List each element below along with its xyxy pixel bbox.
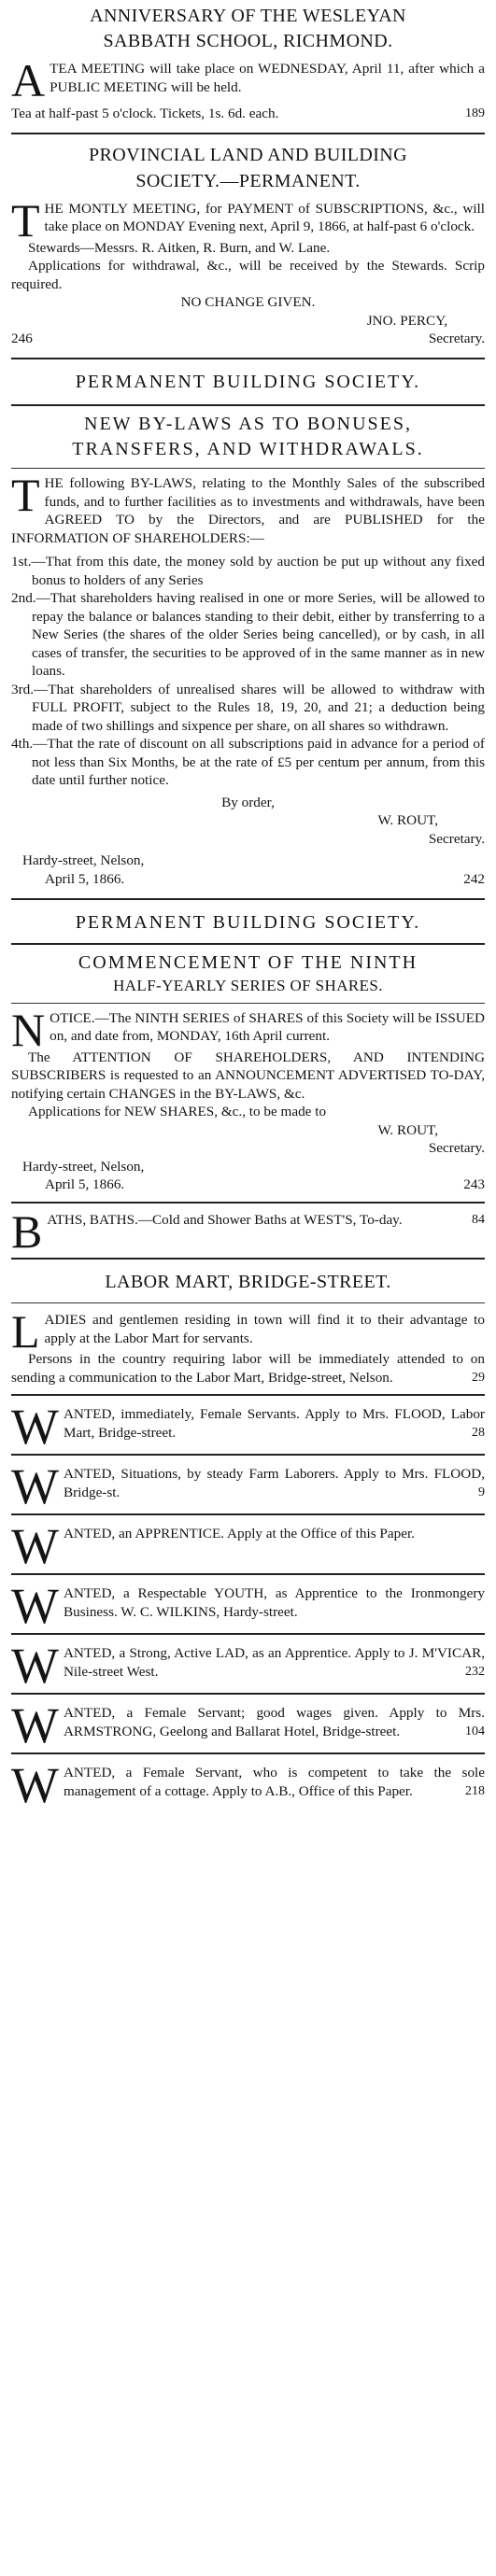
signer: W. ROUT,: [377, 1121, 438, 1138]
ad-labor-mart: [11, 1260, 485, 1387]
signer-role: Secretary.: [428, 1140, 485, 1156]
drop-cap: W: [11, 1518, 59, 1566]
ad-body: ANTED, a Female Servant, who is competent to take the sole management of a cottage. Apply to A.B., Office of this Paper. 218: [63, 1765, 485, 1799]
list-item: 2nd.—That shareholders having realised in one or more Series, will be allowed to repay the balance or balances standing to their debit, either by transferring to a New Series (the shares of the older Series being cancelled), or by cash, in all cases of transfer, the securities to be approved of in the same manner as in new loans.: [11, 590, 485, 679]
applications: Applications for withdrawal, &c., will be received by the Stewards. Scrip required.: [11, 258, 485, 292]
drop-cap: W: [11, 1757, 59, 1805]
ad-subtitle: SOCIETY.—PERMANENT.: [135, 170, 361, 191]
ad-ref-number: 242: [463, 870, 485, 887]
ad-baths: [11, 1204, 485, 1250]
ad-body: OTICE.—The NINTH SERIES of SHARES of this Society will be ISSUED on, and date from, MONDAY, 16th April current.: [50, 1009, 485, 1044]
by-order: By order,: [221, 794, 275, 810]
ad-body-2: Persons in the country requiring labor will be immediately attended to on sending a communication to the Labor Mart, Bridge-street, Nelson. 29: [11, 1351, 485, 1386]
ad-ref-number: 232: [465, 1664, 485, 1679]
ad-subtitle: COMMENCEMENT OF THE NINTH: [78, 951, 418, 973]
ad-body: ANTED, a Female Servant; good wages given. Apply to Mrs. ARMSTRONG, Geelong and Ballarat Hotel, Bridge-street. 104: [63, 1705, 485, 1739]
address: Hardy-street, Nelson,: [22, 1158, 145, 1175]
drop-cap: W: [11, 1697, 59, 1745]
date-row: [11, 870, 485, 889]
ad-wanted-lad: [11, 1635, 485, 1685]
date: April 5, 1866.: [45, 1176, 125, 1192]
ad-body: ADIES and gentlemen residing in town will find it to their advantage to apply at the Labor Mart for servants.: [44, 1312, 485, 1346]
list-item: 4th.—That the rate of discount on all subscriptions paid in advance for a period of not less than Six Months, be at the rate of £5 per centum per annum, from this date until further notice.: [11, 736, 485, 788]
ad-ref-number: 84: [472, 1213, 485, 1227]
ad-body: ANTED, immediately, Female Servants. Apply to Mrs. FLOOD, Labor Mart, Bridge-street. 28: [63, 1406, 485, 1441]
ad-subtitle: SABBATH SCHOOL, RICHMOND.: [103, 31, 393, 51]
ad-wanted-situations: [11, 1456, 485, 1506]
divider: [11, 468, 485, 469]
ad-ref-number: 104: [465, 1724, 485, 1738]
ad-permanent-ninth-series: [11, 900, 485, 1195]
ad-body: ANTED, a Strong, Active LAD, as an Apprentice. Apply to J. M'VICAR, Nile-street West. 232: [63, 1645, 485, 1680]
signer: JNO. PERCY,: [366, 312, 447, 329]
divider: [11, 1003, 485, 1004]
bylaw-list: [11, 553, 485, 790]
ad-footer: Tea at half-past 5 o'clock. Tickets, 1s. 6d. each. 189: [11, 106, 485, 121]
ad-subtitle: TRANSFERS, AND WITHDRAWALS.: [72, 439, 424, 459]
drop-cap: W: [11, 1399, 59, 1446]
ad-ref-number: 243: [463, 1176, 485, 1192]
ad-ref-number: 29: [472, 1370, 485, 1385]
list-item: 3rd.—That shareholders of unrealised shares will be allowed to withdraw with FULL PROFIT, subject to the Rules 18, 19, 20, and 21; a deduction being made of two shillings and sixpence per share, on all shares so withdrawn.: [11, 681, 485, 734]
drop-cap: W: [11, 1458, 59, 1506]
drop-cap: T: [11, 469, 40, 521]
drop-cap: B: [11, 1205, 43, 1250]
ad-body: HE MONTLY MEETING, for PAYMENT of SUBSCRIPTIONS, &c., will take place on MONDAY Evening next, April 9, 1866, at half-past 6 o'clock.: [44, 200, 485, 234]
ad-ref-number: 28: [472, 1425, 485, 1440]
address: Hardy-street, Nelson,: [22, 852, 145, 868]
drop-cap: T: [11, 193, 40, 246]
ad-provincial-society: [11, 134, 485, 349]
stewards: Stewards—Messrs. R. Aitken, R. Burn, and W. Lane.: [28, 239, 331, 256]
drop-cap: A: [11, 54, 46, 106]
ad-body: ANTED, an APPRENTICE. Apply at the Office of this Paper.: [63, 1526, 415, 1541]
list-item: 1st.—That from this date, the money sold by auction be put up without any fixed bonus to holders of any Series: [11, 554, 485, 588]
ad-subtitle: HALF-YEARLY SERIES OF SHARES.: [113, 976, 383, 994]
attention-note: The ATTENTION OF SHAREHOLDERS, AND INTENDING SUBSCRIBERS is requested to an ANNOUNCEMENT ADVERTISED TO-DAY, notifying certain CHANGES in the BY-LAWS, &c.: [11, 1049, 485, 1102]
signer-role: Secretary.: [428, 331, 485, 346]
drop-cap: N: [11, 1003, 46, 1056]
ad-body: HE following BY-LAWS, relating to the Monthly Sales of the subscribed funds, and to further facilities as to investments and withdrawals, have been AGREED TO by the Directors, and are PUBLISHED for the INFORMATION OF SHAREHOLDERS:—: [11, 475, 485, 546]
divider: [11, 943, 485, 945]
signer-role: Secretary.: [428, 830, 485, 847]
ad-permanent-bylaws: [11, 359, 485, 889]
no-change: NO CHANGE GIVEN.: [180, 294, 316, 310]
ad-ref-number: 218: [465, 1783, 485, 1798]
ad-wanted-apprentice: [11, 1515, 485, 1566]
ad-title: LABOR MART, BRIDGE-STREET.: [105, 1272, 391, 1292]
ad-title: PERMANENT BUILDING SOCIETY.: [75, 911, 421, 933]
ad-title: PERMANENT BUILDING SOCIETY.: [75, 372, 421, 392]
ad-ref-number: 189: [465, 106, 485, 120]
ad-body: ANTED, Situations, by steady Farm Laborers. Apply to Mrs. FLOOD, Bridge-st. 9: [63, 1466, 485, 1500]
divider: [11, 1302, 485, 1303]
ad-wanted-cottage-servant: [11, 1754, 485, 1805]
drop-cap: W: [11, 1638, 59, 1685]
ad-ref-number: 9: [478, 1485, 485, 1499]
applications: Applications for NEW SHARES, &c., to be made to: [28, 1104, 327, 1119]
drop-cap: W: [11, 1578, 59, 1626]
ad-body: ANTED, a Respectable YOUTH, as Apprentice to the Ironmongery Business. W. C. WILKINS, Hardy-street.: [63, 1585, 485, 1620]
drop-cap: L: [11, 1305, 40, 1358]
date: April 5, 1866.: [45, 870, 125, 887]
ad-body: ATHS, BATHS.—Cold and Shower Baths at WEST'S, To-day. 84: [47, 1212, 485, 1228]
ad-subtitle: NEW BY-LAWS AS TO BONUSES,: [84, 414, 412, 434]
ad-wanted-female-servant-wages: [11, 1695, 485, 1745]
ad-wanted-female-servants: [11, 1396, 485, 1446]
signature-row: [11, 330, 485, 348]
ad-title: ANNIVERSARY OF THE WESLEYAN: [90, 6, 406, 26]
date-row: [11, 1175, 485, 1194]
ad-wanted-youth: [11, 1575, 485, 1626]
ad-ref-number: 246: [11, 331, 33, 346]
divider: [11, 404, 485, 406]
ad-title: PROVINCIAL LAND AND BUILDING: [89, 144, 407, 165]
ad-body: TEA MEETING will take place on WEDNESDAY, April 11, after which a PUBLIC MEETING will be held.: [50, 61, 485, 95]
ad-wesleyan-anniversary: [11, 4, 485, 123]
signer: W. ROUT,: [377, 812, 438, 828]
